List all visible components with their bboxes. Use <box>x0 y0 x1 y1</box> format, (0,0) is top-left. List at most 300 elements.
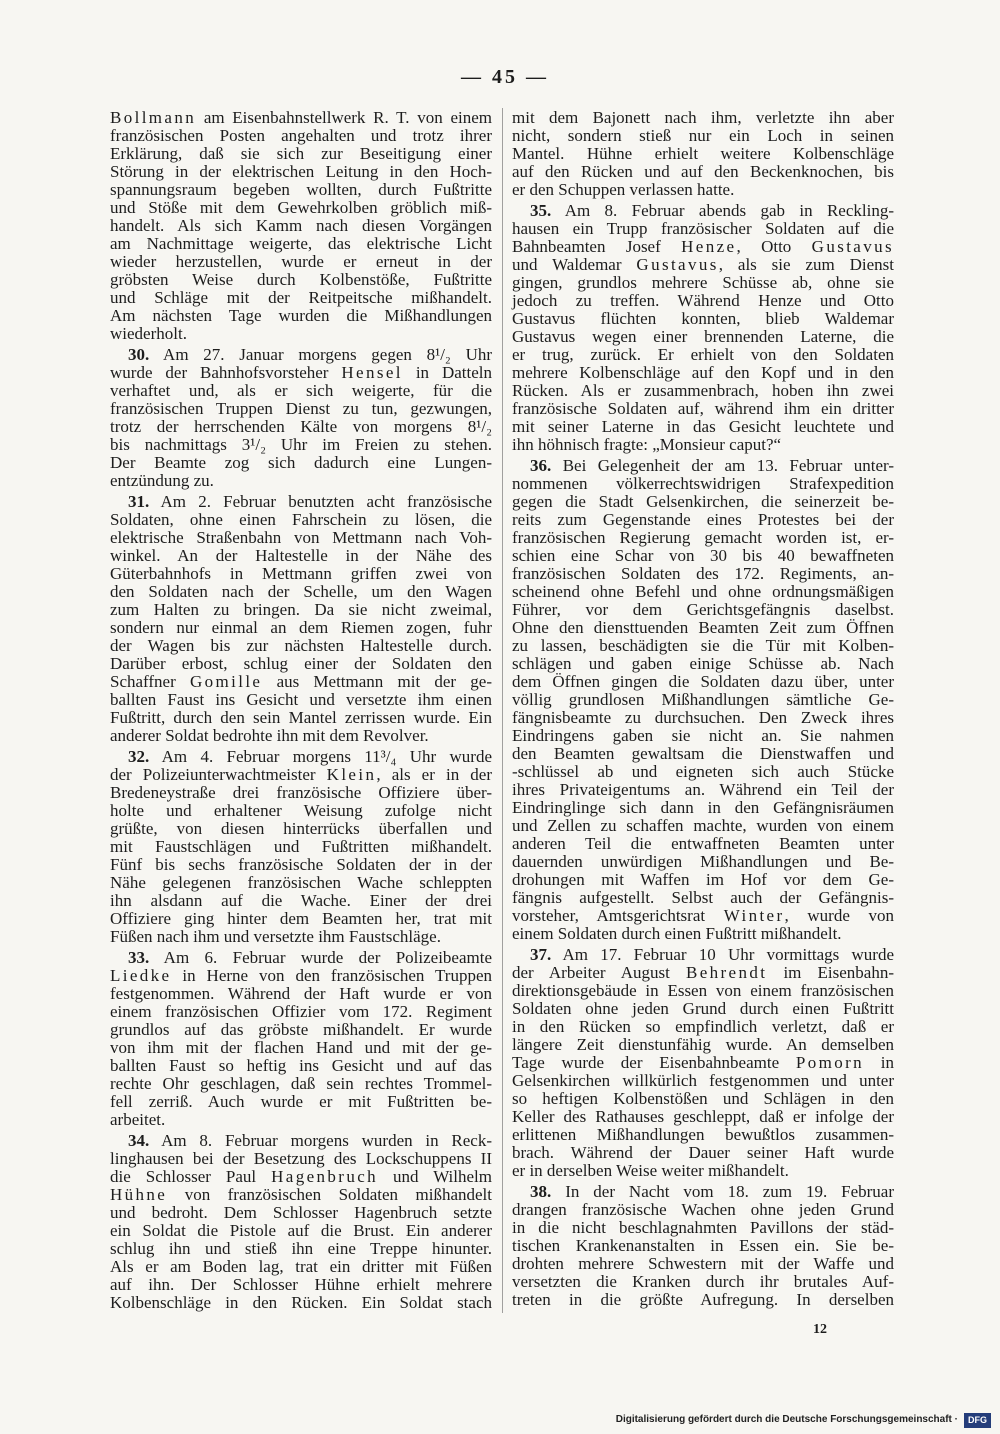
paragraph-number: 33. <box>128 948 150 967</box>
line-text: anderer Soldat bedrohte ihn mit dem Revolver. <box>110 726 429 745</box>
line-text: gingen, grundlos mehrere Schüsse ab, ohne sie <box>512 273 894 292</box>
text-line <box>512 418 894 436</box>
line-text: in den Rücken so empfindlich verletzt, daß er <box>512 1017 894 1036</box>
text-line <box>512 163 894 181</box>
text-line <box>512 745 894 763</box>
text-line <box>512 1054 894 1072</box>
text-line <box>110 1258 492 1276</box>
paragraph-number: 37. <box>530 945 552 964</box>
text-line <box>110 1168 492 1186</box>
text-line <box>512 727 894 745</box>
text-line <box>512 889 894 907</box>
line-text: Schaffner <box>110 672 190 691</box>
text-line <box>512 1273 894 1291</box>
person-name: Gustavus <box>811 237 894 256</box>
text-line <box>512 181 894 199</box>
text-line <box>110 1132 492 1150</box>
line-text: in <box>864 1053 894 1072</box>
line-text: Rücken. Als er zusammenbrach, hoben ihn zwei <box>512 381 894 400</box>
line-text: der Polizeiunterwachtmeister <box>110 765 327 784</box>
text-line <box>512 601 894 619</box>
person-name: Pomorn <box>795 1053 865 1072</box>
text-line <box>110 802 492 820</box>
continued-paragraph <box>110 109 492 343</box>
text-line <box>512 529 894 547</box>
line-text: Tage wurde der Eisenbahnbeamte <box>512 1053 796 1072</box>
line-text: hausen ein Trupp französischer Soldaten auf die <box>512 219 894 238</box>
text-line <box>512 781 894 799</box>
text-line <box>110 838 492 856</box>
text-line <box>110 583 492 601</box>
person-name: Bollmann <box>110 108 197 127</box>
paragraph-number: 34. <box>128 1131 150 1150</box>
text-line <box>512 871 894 889</box>
paragraph-number: 32. <box>128 747 150 766</box>
line-text: französischen Regierung gemacht worden ist, er- <box>512 528 894 547</box>
numbered-paragraph <box>110 949 492 1129</box>
text-line <box>512 511 894 529</box>
person-name: Behrendt <box>685 963 768 982</box>
text-line <box>512 1201 894 1219</box>
line-text: , Otto <box>736 237 812 256</box>
dfg-logo-icon: DFG <box>964 1413 991 1428</box>
line-text: ein Soldat die Pistole auf die Brust. Ein anderer <box>110 1221 492 1240</box>
line-text: dauernden unwürdigen Mißhandlungen und Be- <box>512 852 894 871</box>
column-rule <box>502 108 503 1313</box>
text-line <box>512 853 894 871</box>
line-text: Am 6. Februar wurde der Polizeibeamte <box>163 948 493 967</box>
line-text: , als sie zum Dienst <box>718 255 895 274</box>
line-text: in Herne von den französischen Truppen <box>171 966 492 985</box>
text-line <box>110 472 492 490</box>
text-line <box>512 346 894 364</box>
text-line <box>110 454 492 472</box>
text-line <box>110 145 492 163</box>
line-text: spannungsraum begeben wollten, durch Fußtritte <box>110 180 492 199</box>
text-line <box>110 1150 492 1168</box>
line-text: er in derselben Weise weiter mißhandelt. <box>512 1161 789 1180</box>
line-text: Am 2. Februar benutzten acht französische <box>160 492 492 511</box>
line-text: grüßte, von diesen hinterrücks überfallen und <box>110 819 492 838</box>
text-line <box>110 1075 492 1093</box>
paragraph-number: 38. <box>530 1182 552 1201</box>
text-line <box>110 1204 492 1222</box>
line-text: nommenen völkerrechtswidrigen Strafexpedition <box>512 474 894 493</box>
text-line <box>110 127 492 145</box>
page-number-header: — 45 — <box>461 66 549 88</box>
numbered-paragraph <box>512 457 894 943</box>
text-line <box>110 547 492 565</box>
line-text: französische Soldaten auf, während ihm ein dritter <box>512 399 894 418</box>
line-text: am Eisenbahnstellwerk R. T. von einem <box>196 108 492 127</box>
line-text: reits zum Gegenstande eines Protestes bei der <box>512 510 894 529</box>
line-text: und Schläge mit der Reitpeitsche mißhandelt. <box>110 288 492 307</box>
line-text: Erklärung, daß sie sich zur Beseitigung einer <box>110 144 492 163</box>
line-text: auf den Rücken und auf den Beckenknochen, bis <box>512 162 894 181</box>
line-text: rechte Ohr geschlagen, daß sein rechtes Trommel- <box>110 1074 492 1093</box>
line-text: drangen französische Wachen ohne jeden Grund <box>512 1200 894 1219</box>
text-line <box>512 400 894 418</box>
text-line <box>512 292 894 310</box>
text-line <box>110 727 492 745</box>
line-text: nicht, sondern stieß nur ein Loch in seinen <box>512 126 894 145</box>
line-text: gröbsten Weise durch Kolbenstöße, Fußtritte <box>110 270 492 289</box>
right-column <box>512 109 894 1309</box>
numbered-paragraph <box>512 1183 894 1309</box>
numbered-paragraph <box>512 202 894 454</box>
line-text: wieder herzustellen, wurde er erneut in der <box>110 252 492 271</box>
line-text: handelt. Als sich Kamm nach diesen Vorgängen <box>110 216 492 235</box>
text-line <box>110 325 492 343</box>
line-text: von französischen Soldaten mißhandelt <box>167 1185 492 1204</box>
line-text: Keller des Rathauses geschleppt, daß er infolge der <box>512 1107 894 1126</box>
numbered-paragraph <box>110 1132 492 1312</box>
line-text: linghausen bei der Besetzung des Lockschuppens II <box>110 1149 492 1168</box>
text-line <box>512 1108 894 1126</box>
person-name: Gomille <box>189 672 263 691</box>
line-text: versetzten die Kranken durch ihr brutales Auf- <box>512 1272 894 1291</box>
paragraph-number: 31. <box>128 492 150 511</box>
line-text: Darüber erbost, schlug einer der Soldaten den <box>110 654 492 673</box>
person-name: Hensel <box>341 363 403 382</box>
person-name: Hühne <box>110 1185 168 1204</box>
line-text: und Zellen zu schaffen machte, wurden von einem <box>512 816 894 835</box>
line-text: Nähe gelegenen französischen Wache schleppten <box>110 873 492 892</box>
text-line <box>512 109 894 127</box>
text-line <box>110 601 492 619</box>
text-line <box>512 1144 894 1162</box>
text-line <box>512 382 894 400</box>
text-line <box>512 817 894 835</box>
line-text: tischen Krankenanstalten in Essen ein. Sie be- <box>512 1236 894 1255</box>
line-text: die Schlosser Paul <box>110 1167 272 1186</box>
line-text: dem Öffnen gingen die Soldaten dazu über, unter <box>512 672 894 691</box>
line-text: der Arbeiter August <box>512 963 686 982</box>
line-text: schien eine Schar von 30 bis 40 bewaffneten <box>512 546 894 565</box>
line-text: in die nicht beschlagnahmten Pavillons der städ- <box>512 1218 894 1237</box>
line-text: Bredeneystraße drei französische Offiziere über- <box>110 783 492 802</box>
text-line <box>512 982 894 1000</box>
text-line <box>512 619 894 637</box>
text-line <box>512 709 894 727</box>
left-column <box>110 109 492 1312</box>
line-text: jedoch zu treffen. Während Henze und Otto <box>512 291 894 310</box>
text-line <box>110 691 492 709</box>
text-line <box>110 619 492 637</box>
text-line <box>110 1294 492 1312</box>
text-line <box>110 949 492 967</box>
line-text: Gustavus wegen einer brennenden Laterne, die <box>512 327 894 346</box>
text-line <box>110 709 492 727</box>
line-text: In der Nacht vom 18. zum 19. Februar <box>565 1182 894 1201</box>
line-text: arbeitet. <box>110 1110 166 1129</box>
line-text: Als er am Boden lag, trat ein dritter mit Füßen <box>110 1257 492 1276</box>
line-text: anderen Teil die entwaffneten Beamten unter <box>512 834 894 853</box>
paragraph-number: 30. <box>128 345 150 364</box>
text-line <box>110 1276 492 1294</box>
text-line <box>110 748 492 766</box>
text-line <box>110 910 492 928</box>
numbered-paragraph <box>110 493 492 745</box>
line-text: drohungen mit Waffen im Hof vor dem Ge- <box>512 870 894 889</box>
text-line <box>512 799 894 817</box>
line-text: winkel. An der Haltestelle in der Nähe des <box>110 546 492 565</box>
line-text: französischen Soldaten des 172. Regiments, an- <box>512 564 894 583</box>
line-text: schlug ihn und stieß ihn eine Treppe hinunter. <box>110 1239 492 1258</box>
person-name: Liedke <box>110 966 172 985</box>
text-line <box>110 820 492 838</box>
text-line <box>512 364 894 382</box>
line-text: gegen die Stadt Gelsenkirchen, die seinerzeit be- <box>512 492 894 511</box>
line-text: fell zerriß. Auch wurde er mit Fußtritten be- <box>110 1092 492 1111</box>
line-text: scheinend ohne Befehl und ohne ordnungsmäßigen <box>512 582 894 601</box>
text-line <box>110 1021 492 1039</box>
text-line <box>512 655 894 673</box>
line-text: mit dem Bajonett nach ihm, verletzte ihn aber <box>512 108 894 127</box>
text-line <box>512 763 894 781</box>
text-line <box>512 220 894 238</box>
text-line <box>512 457 894 475</box>
numbered-paragraph <box>512 946 894 1180</box>
line-text: mit Faustschlägen und Fußtritten mißhandelt. <box>110 837 492 856</box>
line-text: ihn alsdann auf die Wache. Einer der drei <box>110 891 492 910</box>
person-name: Gustavus <box>636 255 719 274</box>
text-line <box>110 655 492 673</box>
line-text: ballten Faust so heftig ins Gesicht und auf das <box>110 1056 492 1075</box>
line-text: fängnis aufgestellt. Selbst auch der Gefängnis- <box>512 888 894 907</box>
line-text: und bedroht. Dem Schlosser Hagenbruch setzte <box>110 1203 492 1222</box>
line-text: bis nachmittags 3¹/₂ Uhr im Freien zu stehen. <box>110 435 492 454</box>
text-line <box>110 217 492 235</box>
text-line <box>110 436 492 454</box>
line-text: Eindringlinge sich dann in den Gefängnisräumen <box>512 798 894 817</box>
line-text: er trug, zurück. Er erhielt von den Soldaten <box>512 345 894 364</box>
text-line <box>512 1219 894 1237</box>
line-text: einem Soldaten durch einen Fußtritt mißhandelt. <box>512 924 842 943</box>
text-line <box>512 547 894 565</box>
text-line <box>512 1183 894 1201</box>
text-line <box>110 109 492 127</box>
text-line <box>110 511 492 529</box>
text-line <box>512 1255 894 1273</box>
text-line <box>512 238 894 256</box>
line-text: Soldaten, ohne einen Fahrschein zu lösen, die <box>110 510 492 529</box>
text-line <box>110 181 492 199</box>
line-text: direktionsgebäude in Essen von einem französischen <box>512 981 894 1000</box>
text-line <box>110 1003 492 1021</box>
line-text: grundlos auf das gröbste mißhandelt. Er wurde <box>110 1020 492 1039</box>
text-line <box>512 835 894 853</box>
line-text: treten in die größte Aufregung. In derselben <box>512 1290 894 1309</box>
line-text: und Waldemar <box>512 255 637 274</box>
text-line <box>110 163 492 181</box>
line-text: brach. Während der Dauer seiner Haft wurde <box>512 1143 894 1162</box>
line-text: den Beamten gewaltsam die Dienstwaffen und <box>512 744 894 763</box>
line-text: holte und erhaltener Weisung zufolge nicht <box>110 801 492 820</box>
text-line <box>110 565 492 583</box>
line-text: aus Mettmann mit der ge- <box>262 672 492 691</box>
text-line <box>512 328 894 346</box>
text-line <box>512 907 894 925</box>
text-line <box>110 1222 492 1240</box>
text-line <box>512 565 894 583</box>
line-text: Güterbahnhofs in Mettmann griffen zwei von <box>110 564 492 583</box>
line-text: sondern nur einmal an dem Riemen zogen, fuhr <box>110 618 492 637</box>
line-text: auf ihn. Der Schlosser Hühne erhielt mehrere <box>110 1275 492 1294</box>
line-text: , wurde von <box>784 906 895 925</box>
line-text: ballten Faust ins Gesicht und versetzte ihm einen <box>110 690 492 709</box>
line-text: Gustavus flüchten konnten, blieb Waldemar <box>512 309 894 328</box>
signature-mark: 12 <box>813 1322 827 1337</box>
line-text: Am 17. Februar 10 Uhr vormittags wurde <box>562 945 894 964</box>
line-text: -schlüssel ab und eigneten sich auch Stücke <box>512 762 894 781</box>
line-text: Störung in der elektrischen Leitung in den Hoch- <box>110 162 492 181</box>
text-line <box>110 1111 492 1129</box>
line-text: Bahnbeamten Josef <box>512 237 682 256</box>
line-text: trotz der herrschenden Kälte von morgens 8¹/₂ <box>110 417 492 436</box>
text-line <box>512 202 894 220</box>
text-line <box>110 985 492 1003</box>
line-text: mehrere Kolbenschläge auf den Kopf und in den <box>512 363 894 382</box>
text-line <box>110 307 492 325</box>
text-line <box>110 271 492 289</box>
text-line <box>512 436 894 454</box>
text-line <box>512 127 894 145</box>
line-text: erlittenen Mißhandlungen bewußtlos zusammen- <box>512 1125 894 1144</box>
text-line <box>110 784 492 802</box>
line-text: in Datteln <box>402 363 493 382</box>
text-line <box>512 964 894 982</box>
person-name: Winter <box>723 906 785 925</box>
text-line <box>110 1093 492 1111</box>
line-text: Fußtritt, durch den sein Mantel zerrissen wurde. Ein <box>110 708 492 727</box>
line-text: verhaftet und, als er sich weigerte, für die <box>110 381 492 400</box>
text-line <box>110 199 492 217</box>
line-text: völlig grundlosen Mißhandlungen sämtliche Ge- <box>512 690 894 709</box>
line-text: im Eisenbahn- <box>767 963 894 982</box>
text-line <box>110 1039 492 1057</box>
line-text: zum Halten zu bringen. Da sie nicht zweimal, <box>110 600 492 619</box>
line-text: und Wilhelm <box>378 1167 492 1186</box>
text-line <box>512 145 894 163</box>
line-text: am Nachmittage weigerte, das elektrische Licht <box>110 234 492 253</box>
line-text: Soldaten ohne jeden Grund durch einen Fußtritt <box>512 999 894 1018</box>
line-text: ihres Privateigentums an. Während ein Teil der <box>512 780 894 799</box>
line-text: vorsteher, Amtsgerichtsrat <box>512 906 724 925</box>
text-line <box>512 691 894 709</box>
text-line <box>512 673 894 691</box>
line-text: ihn höhnisch fragte: „Monsieur caput?“ <box>512 435 782 454</box>
line-text: Führer, vor dem Gerichtsgefängnis daselbst. <box>512 600 894 619</box>
line-text: wurde der Bahnhofsvorsteher <box>110 363 342 382</box>
paragraph-number: 35. <box>530 201 552 220</box>
line-text: mit seiner Laterne in das Gesicht leuchtete und <box>512 417 894 436</box>
line-text: Mantel. Hühne erhielt weitere Kolbenschläge <box>512 144 894 163</box>
text-line <box>110 382 492 400</box>
line-text: Ohne den diensttuenden Beamten Zeit zum Öffnen <box>512 618 894 637</box>
text-line <box>110 673 492 691</box>
line-text: festgenommen. Während der Haft wurde er von <box>110 984 492 1003</box>
line-text: Kolbenschläge in den Rücken. Ein Soldat stach <box>110 1293 492 1312</box>
line-text: französischen Truppen Dienst zu tun, gezwungen, <box>110 399 492 418</box>
person-name: Hagenbruch <box>271 1167 379 1186</box>
text-line <box>110 1186 492 1204</box>
line-text: elektrische Straßenbahn von Mettmann nach Voh- <box>110 528 492 547</box>
text-line <box>512 475 894 493</box>
text-line <box>110 967 492 985</box>
continued-paragraph <box>512 109 894 199</box>
text-line <box>110 235 492 253</box>
text-line <box>110 364 492 382</box>
line-text: Eindringens gaben sie nicht an. Sie nahmen <box>512 726 894 745</box>
line-text: den Soldaten nach der Schelle, um den Wagen <box>110 582 492 601</box>
text-line <box>512 1036 894 1054</box>
line-text: fängnisbeamte zu durchsuchen. Den Zweck ihres <box>512 708 894 727</box>
line-text: wiederholt. <box>110 324 187 343</box>
text-line <box>512 1072 894 1090</box>
line-text: schlägen und gaben einige Schüsse ab. Nach <box>512 654 894 673</box>
text-line <box>512 1018 894 1036</box>
line-text: französischen Posten angehalten und trotz ihrer <box>110 126 492 145</box>
text-line <box>512 1126 894 1144</box>
line-text: und Stöße mit dem Gewehrkolben gröblich miß- <box>110 198 492 217</box>
line-text: Bei Gelegenheit der am 13. Februar unter- <box>562 456 894 475</box>
text-line <box>110 892 492 910</box>
text-line <box>512 1090 894 1108</box>
numbered-paragraph <box>110 346 492 490</box>
text-line <box>512 493 894 511</box>
paragraph-number: 36. <box>530 456 552 475</box>
text-line <box>110 346 492 364</box>
text-line <box>512 946 894 964</box>
text-line <box>110 1057 492 1075</box>
text-line <box>512 1000 894 1018</box>
line-text: Offiziere ging hinter dem Beamten her, trat mit <box>110 909 492 928</box>
text-line <box>110 289 492 307</box>
text-line <box>110 529 492 547</box>
text-line <box>110 766 492 784</box>
text-line <box>512 1291 894 1309</box>
line-text: drohten mehrere Schwestern mit der Waffe und <box>512 1254 894 1273</box>
line-text: zu lassen, beschädigten sie die Tür mit Kolben- <box>512 636 894 655</box>
line-text: Am nächsten Tage wurden die Mißhandlungen <box>110 306 492 325</box>
line-text: Der Beamte zog sich dadurch eine Lungen- <box>110 453 492 472</box>
line-text: Fünf bis sechs französische Soldaten der in der <box>110 855 492 874</box>
text-line <box>110 1240 492 1258</box>
digitization-credit: Digitalisierung gefördert durch die Deutsche Forschungsgemeinschaft · <box>615 1414 958 1425</box>
text-line <box>512 583 894 601</box>
text-line <box>110 928 492 946</box>
line-text: längere Zeit dienstunfähig wurde. An demselben <box>512 1035 894 1054</box>
text-line <box>110 400 492 418</box>
text-line <box>512 1162 894 1180</box>
text-line <box>512 637 894 655</box>
line-text: Am 8. Februar abends gab in Reckling- <box>564 201 895 220</box>
line-text: von ihm mit der flachen Hand und mit der ge- <box>110 1038 492 1057</box>
text-line <box>512 925 894 943</box>
person-name: Klein <box>326 765 377 784</box>
line-text: Gelsenkirchen willkürlich festgenommen und unter <box>512 1071 894 1090</box>
text-line <box>110 253 492 271</box>
line-text: einem französischen Offizier vom 172. Regiment <box>110 1002 492 1021</box>
line-text: Am 27. Januar morgens gegen 8¹/₂ Uhr <box>163 345 493 364</box>
text-line <box>512 274 894 292</box>
person-name: Henze <box>681 237 737 256</box>
line-text: so heftigen Kolbenstößen und Schlägen in den <box>512 1089 894 1108</box>
text-line <box>110 418 492 436</box>
text-line <box>512 256 894 274</box>
line-text: er den Schuppen verlassen hatte. <box>512 180 735 199</box>
